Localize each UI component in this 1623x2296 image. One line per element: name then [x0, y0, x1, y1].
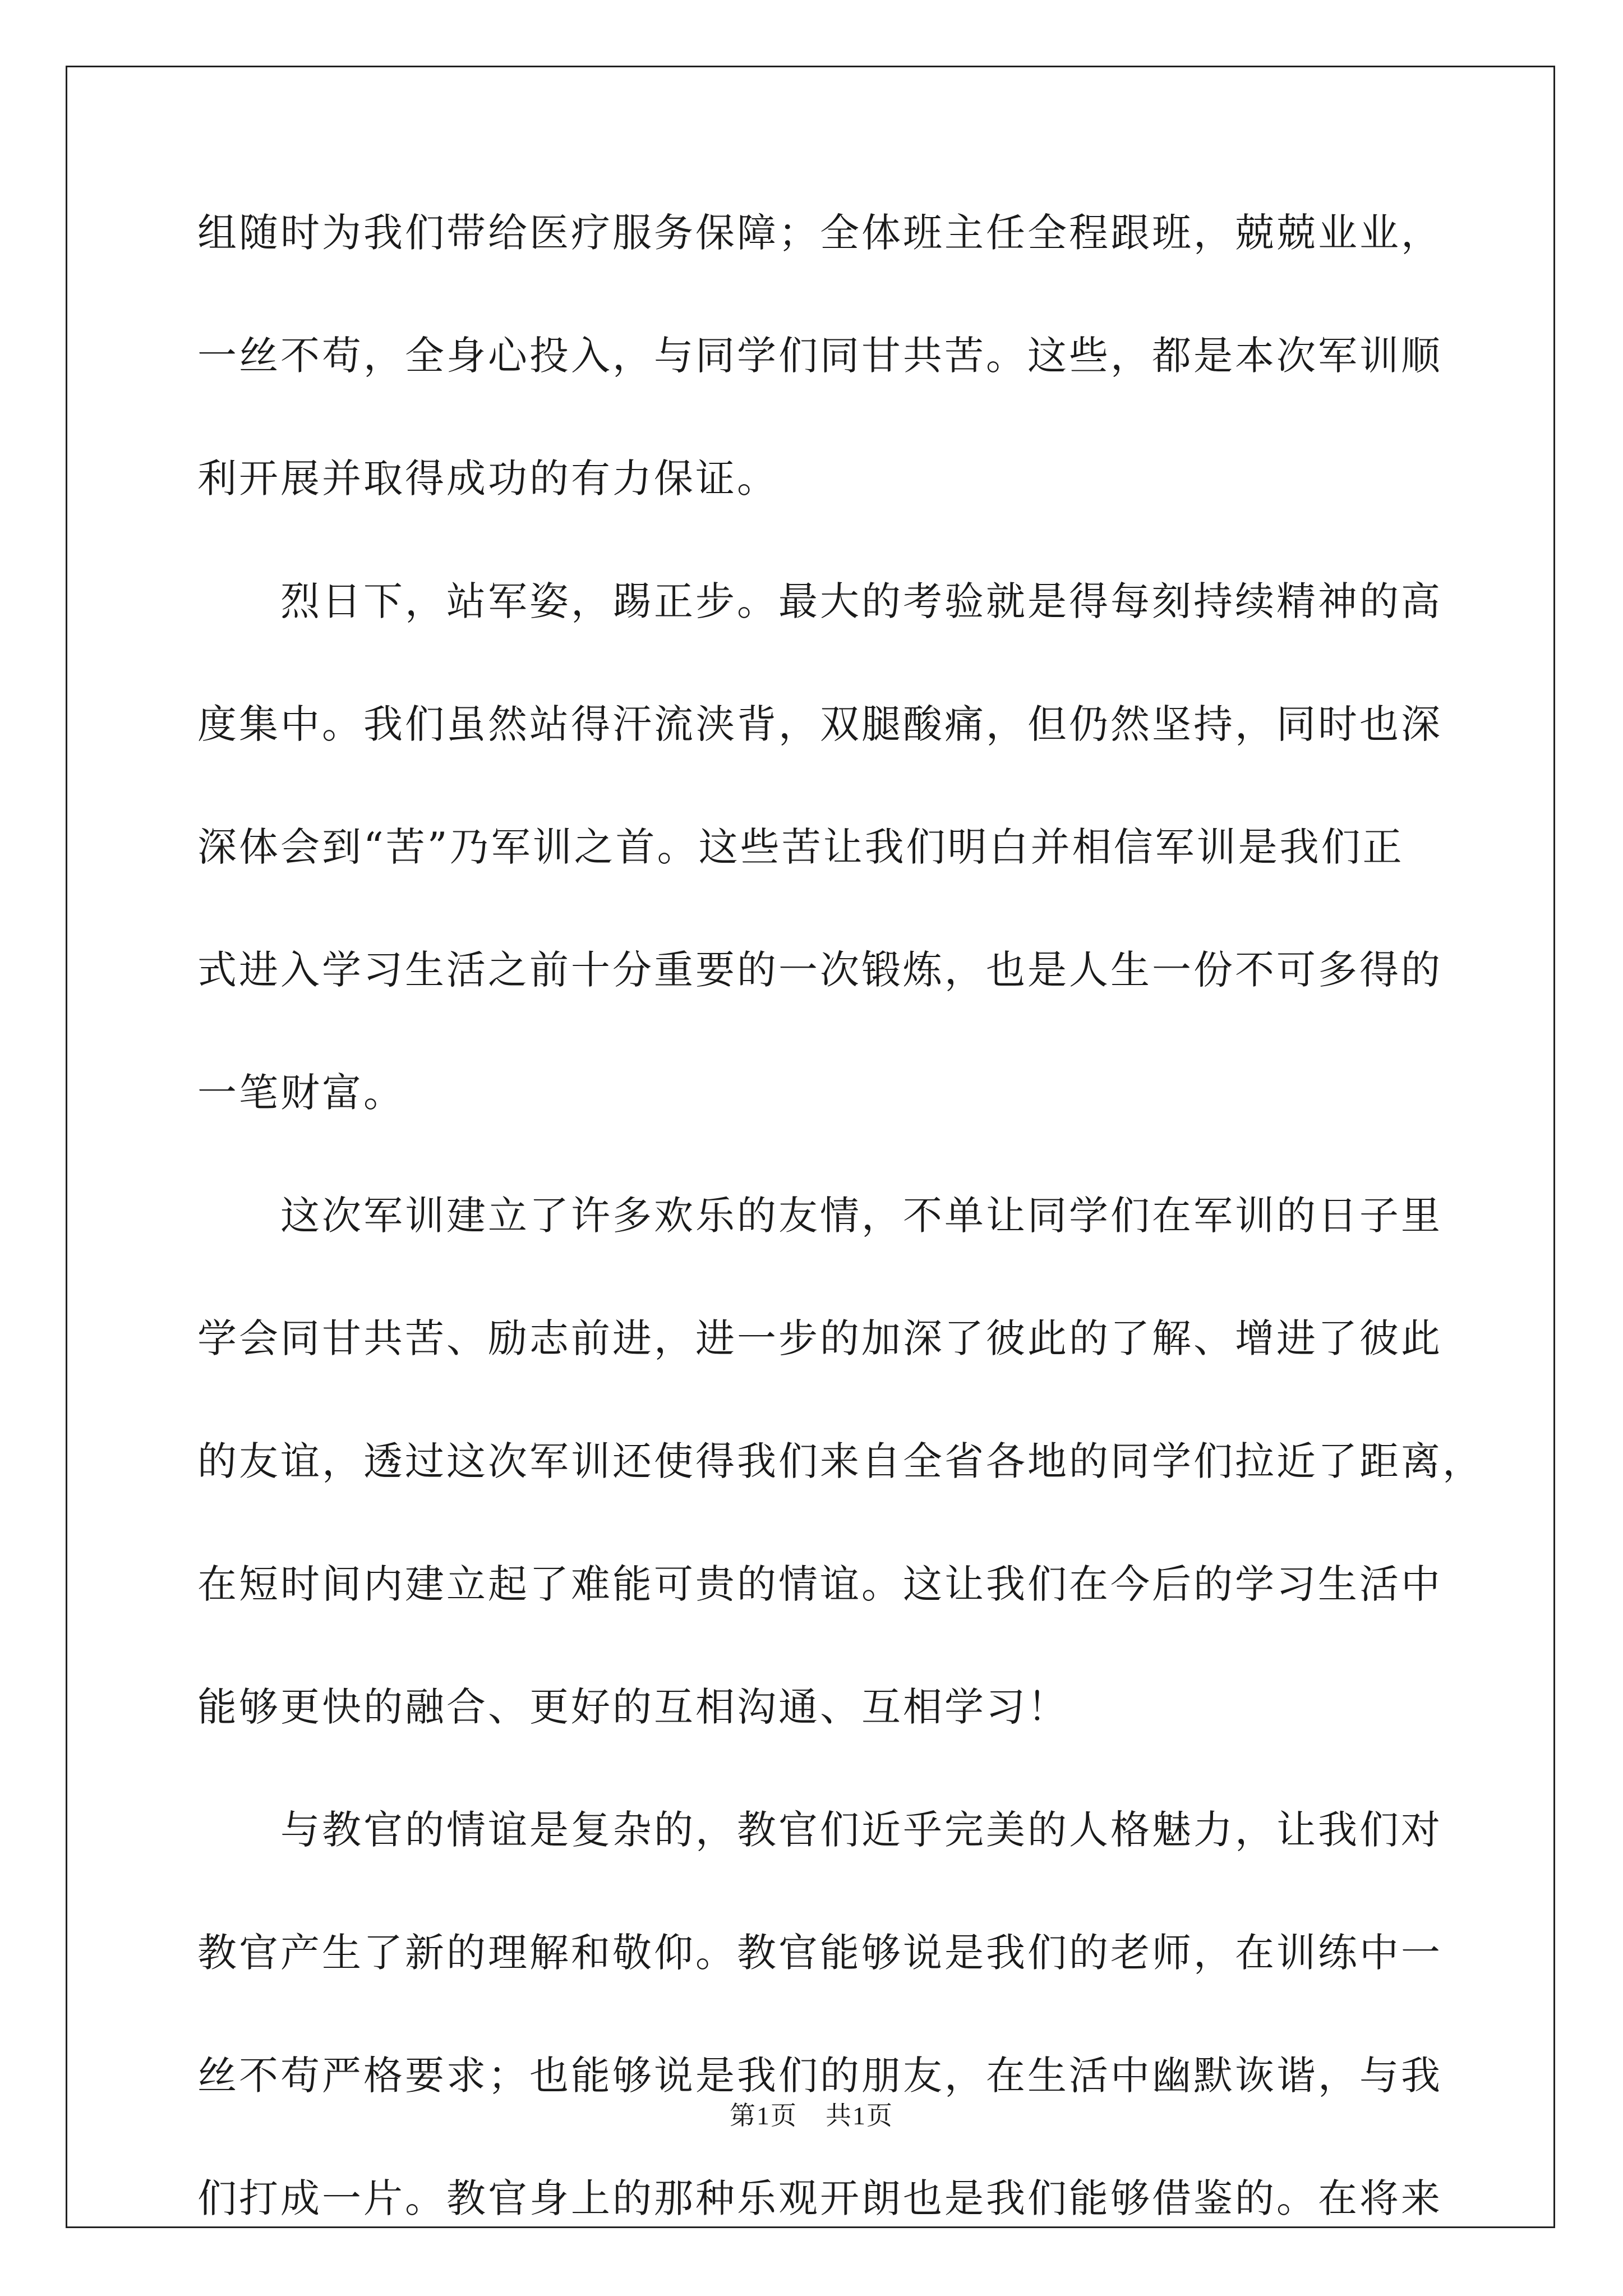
paragraph-start-line: 烈日下，站军姿，踢正步。最大的考验就是得每刻持续精神的高 [280, 578, 1442, 624]
page-number: 第1页 [730, 2101, 797, 2130]
page-total: 共1页 [826, 2101, 893, 2130]
text-line: 能够更快的融合、更好的互相沟通、互相学习！ [197, 1684, 1069, 1730]
document-body [197, 202, 1484, 2290]
text-line: 在短时间内建立起了难能可贵的情谊。这让我们在今后的学习生活中 [197, 1561, 1442, 1607]
text-line: 一笔财富。 [197, 1070, 405, 1116]
text-line: 组随时为我们带给医疗服务保障；全体班主任全程跟班，兢兢业业， [197, 210, 1442, 256]
text-line: 式进入学习生活之前十分重要的一次锻炼，也是人生一份不可多得的 [197, 947, 1442, 993]
text-line: 度集中。我们虽然站得汗流浃背，双腿酸痛，但仍然坚持，同时也深 [197, 701, 1442, 747]
paragraph-start-line: 与教官的情谊是复杂的，教官们近乎完美的人格魅力，让我们对 [280, 1807, 1442, 1853]
page-footer [0, 2095, 1623, 2132]
text-line: 的友谊，透过这次军训还使得我们来自全省各地的同学们拉近了距离， [197, 1438, 1484, 1484]
text-line: 利开展并取得成功的有力保证。 [197, 455, 778, 501]
text-line: 学会同甘共苦、励志前进，进一步的加深了彼此的了解、增进了彼此 [197, 1315, 1442, 1361]
text-line: 一丝不苟，全身心投入，与同学们同甘共苦。这些，都是本次军训顺 [197, 333, 1442, 379]
paragraph-start-line: 这次军训建立了许多欢乐的友情，不单让同学们在军训的日子里 [280, 1193, 1442, 1239]
text-line: 教官产生了新的理解和敬仰。教官能够说是我们的老师，在训练中一 [197, 1930, 1442, 1976]
text-line: 深体会到“苦”乃军训之首。这些苦让我们明白并相信军训是我们正 [197, 824, 1404, 870]
text-line: 丝不苟严格要求；也能够说是我们的朋友，在生活中幽默诙谐，与我 [197, 2053, 1442, 2099]
text-line: 们打成一片。教官身上的那种乐观开朗也是我们能够借鉴的。在将来 [197, 2175, 1442, 2221]
